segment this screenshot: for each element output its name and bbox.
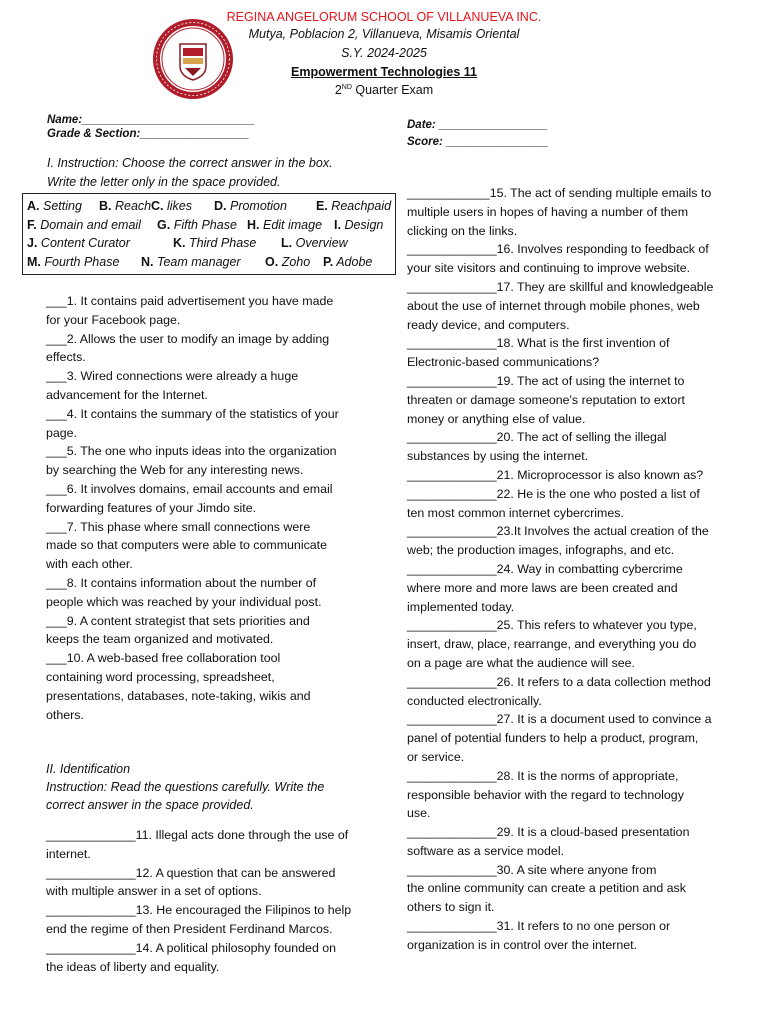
question-item: _____________19. The act of using the internet to threaten or damage someone's reputation to extort money or anything else of value. (407, 373, 685, 426)
question-item: _____________21. Microprocessor is also known as? (407, 467, 704, 482)
choice-m: M. Fourth Phase (27, 255, 120, 269)
choice-g: G. Fifth Phase (157, 218, 237, 232)
question-item: _____________28. It is the norms of appropriate, responsible behavior with the regard to technology use. (407, 768, 684, 821)
question-item: _____________18. What is the first invention of Electronic-based communications? (407, 336, 670, 370)
answer-blank[interactable]: _____________ (407, 825, 497, 840)
answer-blank[interactable]: _____________ (407, 467, 497, 482)
answer-blank[interactable]: ___ (46, 519, 67, 534)
question-item: _____________16. Involves responding to feedback of your site visitors and continuing to improve website. (407, 242, 709, 276)
answer-blank[interactable]: ___ (46, 651, 67, 666)
choice-l: L. Overview (281, 236, 348, 250)
score-field[interactable]: Score: ________________ (407, 136, 549, 148)
grade-section-field[interactable]: Grade & Section:_________________ (47, 128, 250, 140)
question-item: _____________30. A site where anyone from the online community can create a petition and ask others to sign it. (407, 862, 686, 915)
date-field[interactable]: Date: _________________ (407, 119, 548, 131)
part1-instruction: I. Instruction: Choose the correct answer in the box. Write the letter only in the space provided. (47, 156, 333, 189)
answer-blank[interactable]: ___ (46, 406, 67, 421)
question-item: _____________20. The act of selling the illegal substances by using the internet. (407, 430, 667, 464)
school-name: REGINA ANGELORUM SCHOOL OF VILLANUEVA INC. (226, 10, 542, 24)
answer-blank[interactable]: ___ (46, 575, 67, 590)
choice-a: A. Setting (27, 199, 82, 213)
choice-h: H. Edit image (247, 218, 323, 232)
question-item: _____________17. They are skillful and knowledgeable about the use of internet through mobile phones, web ready device, and computers. (407, 279, 714, 332)
answer-blank[interactable]: _____________ (407, 242, 497, 257)
question-item: _____________23.It Involves the actual creation of the web; the production images, infographs, and etc. (407, 524, 709, 558)
part2-header: II. Identification Instruction: Read the questions carefully. Write the correct answer in the space provided. (46, 762, 325, 812)
question-item: ___10. A web-based free collaboration tool containing word processing, spreadsheet, presentations, databases, note-taking, wikis and others. (46, 651, 311, 722)
question-item: _____________14. A political philosophy founded on the ideas of liberty and equality. (46, 940, 337, 974)
answer-blank[interactable]: _____________ (407, 486, 497, 501)
question-item: _____________31. It refers to no one person or organization is in control over the internet. (407, 919, 671, 952)
question-item: ___8. It contains information about the number of people which was reached by your individual post. (46, 575, 322, 609)
answer-blank[interactable]: _____________ (407, 618, 497, 633)
question-item: _____________12. A question that can be answered with multiple answer in a set of options. (46, 865, 336, 899)
question-item: ___6. It involves domains, email accounts and email forwarding features of your Jimdo site. (46, 481, 333, 515)
choice-b: B. Reach (99, 199, 152, 213)
choice-i: I. Design (334, 218, 384, 232)
answer-blank[interactable]: ___ (46, 481, 67, 496)
question-item: ____________15. The act of sending multiple emails to multiple users in hopes of having a number of them clicking on the links. (407, 186, 712, 238)
choice-p: P. Adobe (323, 255, 373, 269)
question-item: _____________27. It is a document used to convince a panel of potential funders to help a product, program, or service. (407, 712, 712, 764)
answer-blank[interactable]: _____________ (407, 768, 497, 783)
answer-blank[interactable]: _____________ (46, 865, 136, 880)
choice-o: O. Zoho (265, 255, 311, 269)
answer-blank[interactable]: _____________ (407, 919, 497, 934)
subject-title: Empowerment Technologies 11 (291, 65, 477, 79)
school-address: Mutya, Poblacion 2, Villanueva, Misamis Oriental (248, 27, 520, 41)
choice-n: N. Team manager (141, 255, 241, 269)
answer-blank[interactable]: _____________ (46, 903, 136, 918)
answer-blank[interactable]: ___ (46, 331, 67, 346)
question-item: ___5. The one who inputs ideas into the organization by searching the Web for any interesting news. (46, 444, 337, 478)
answer-blank[interactable]: _____________ (407, 524, 497, 539)
choice-e: E. Reachpaid (316, 199, 392, 213)
answer-blank[interactable]: _____________ (46, 940, 136, 955)
question-item: _____________11. Illegal acts done through the use of internet. (46, 828, 349, 861)
exam-title: 2ND Quarter Exam (334, 83, 434, 97)
question-item: _____________22. He is the one who posted a list of ten most common internet cybercrimes. (407, 486, 700, 520)
choice-j: J. Content Curator (27, 236, 130, 250)
answer-blank[interactable]: _____________ (407, 430, 497, 445)
choice-f: F. Domain and email (27, 218, 141, 232)
question-item: _____________25. This refers to whatever you type, insert, draw, place, rearrange, and everything you do on a page are what the audience will see. (407, 618, 697, 670)
choice-c: C. likes (151, 199, 192, 213)
name-field[interactable]: Name:___________________________ (47, 114, 255, 126)
part2-questions-right (407, 184, 737, 955)
choice-d: D. Promotion (214, 199, 287, 213)
answer-blank[interactable]: _____________ (407, 336, 497, 351)
question-item: ___4. It contains the summary of the statistics of your page. (46, 406, 339, 440)
question-item: ___7. This phase where small connections were made so that computers were able to communicate with each other. (46, 519, 327, 572)
choice-k: K. Third Phase (173, 236, 257, 250)
question-item: ___3. Wired connections were already a huge advancement for the Internet. (46, 369, 299, 402)
answer-blank[interactable]: ___ (46, 613, 67, 628)
question-item: ___1. It contains paid advertisement you have made for your Facebook page. (46, 294, 334, 327)
answer-blank[interactable]: ____________ (407, 186, 490, 200)
choices-box (22, 193, 396, 275)
answer-blank[interactable]: ___ (46, 294, 67, 308)
question-item: _____________24. Way in combatting cybercrime where more and more laws are been created and implemented today. (407, 561, 683, 614)
answer-blank[interactable]: _____________ (407, 373, 497, 388)
part1-questions (46, 292, 366, 724)
school-year: S.Y. 2024-2025 (341, 46, 427, 60)
question-item: ___2. Allows the user to modify an image by adding effects. (46, 331, 330, 365)
answer-blank[interactable]: _____________ (407, 674, 497, 689)
answer-blank[interactable]: ___ (46, 369, 67, 384)
answer-blank[interactable]: _____________ (407, 862, 497, 877)
question-item: _____________26. It refers to a data collection method conducted electronically. (407, 674, 711, 708)
question-item: _____________13. He encouraged the Filipinos to help end the regime of then President Ferdinand Marcos. (46, 903, 352, 936)
answer-blank[interactable]: _____________ (46, 828, 136, 842)
answer-blank[interactable]: _____________ (407, 712, 497, 727)
answer-blank[interactable]: _____________ (407, 279, 497, 294)
part2-questions-left (46, 826, 366, 976)
question-item: ___9. A content strategist that sets priorities and keeps the team organized and motivated. (46, 613, 310, 647)
question-item: _____________29. It is a cloud-based presentation software as a service model. (407, 825, 690, 858)
answer-blank[interactable]: _____________ (407, 561, 497, 576)
answer-blank[interactable]: ___ (46, 444, 67, 459)
